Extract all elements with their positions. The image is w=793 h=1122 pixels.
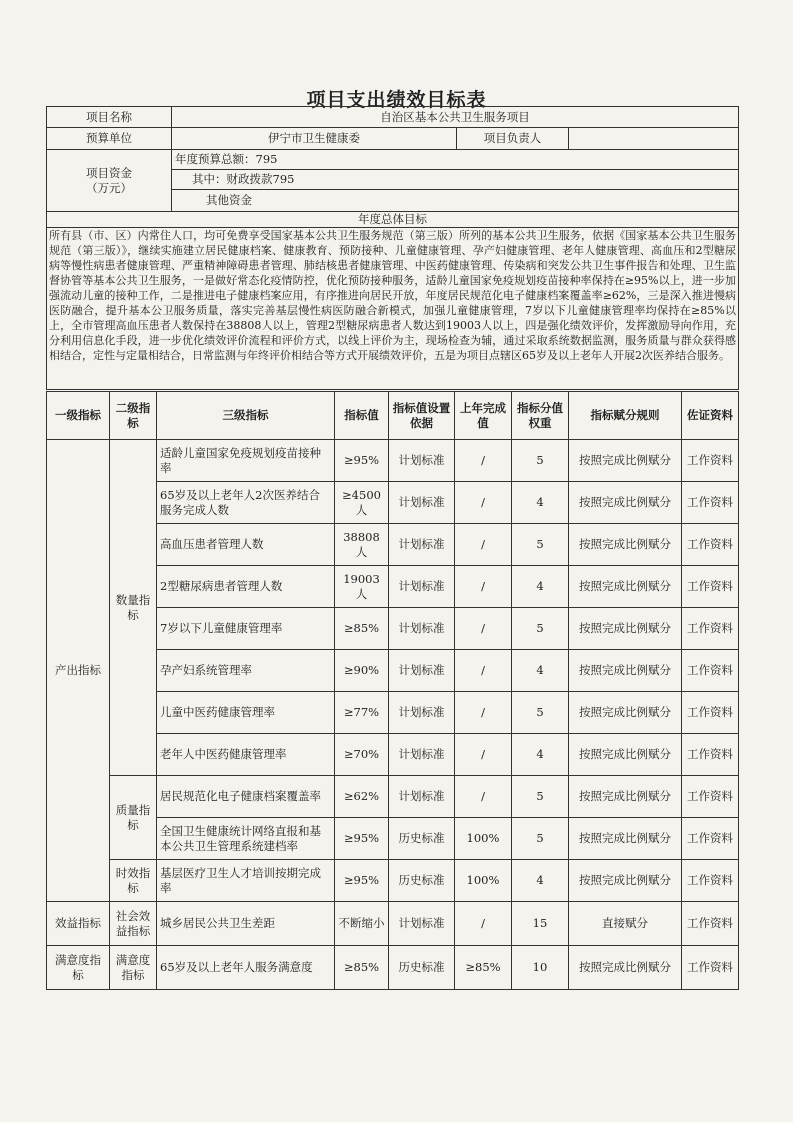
row-last-year: 100%: [455, 860, 512, 902]
row-rule: 按照完成比例赋分: [569, 524, 682, 566]
row-value: ≥62%: [335, 776, 389, 818]
budget-unit-value: 伊宁市卫生健康委: [172, 128, 457, 150]
row-last-year: /: [455, 902, 512, 946]
row-value: ≥77%: [335, 692, 389, 734]
row-basis: 历史标准: [389, 860, 455, 902]
annual-budget: 年度预算总额：795: [172, 150, 739, 170]
row-evidence: 工作资料: [682, 440, 739, 482]
row-evidence: 工作资料: [682, 902, 739, 946]
row-name: 适龄儿童国家免疫规划疫苗接种率: [157, 440, 335, 482]
row-evidence: 工作资料: [682, 566, 739, 608]
row-weight: 5: [512, 524, 569, 566]
row-value: ≥95%: [335, 440, 389, 482]
row-evidence: 工作资料: [682, 818, 739, 860]
row-rule: 按照完成比例赋分: [569, 776, 682, 818]
row-value: ≥85%: [335, 608, 389, 650]
level2-quantity: 数量指标: [110, 440, 157, 776]
row-value: 38808人: [335, 524, 389, 566]
row-name: 老年人中医药健康管理率: [157, 734, 335, 776]
row-rule: 按照完成比例赋分: [569, 608, 682, 650]
row-weight: 15: [512, 902, 569, 946]
funds-unit: （万元）: [86, 180, 132, 195]
row-last-year: /: [455, 482, 512, 524]
row-name: 居民规范化电子健康档案覆盖率: [157, 776, 335, 818]
row-last-year: ≥85%: [455, 946, 512, 990]
header-value: 指标值: [335, 392, 389, 440]
project-info-table: [46, 106, 739, 390]
row-name: 全国卫生健康统计网络直报和基本公共卫生管理系统建档率: [157, 818, 335, 860]
row-basis: 历史标准: [389, 818, 455, 860]
project-name-value: 自治区基本公共卫生服务项目: [172, 107, 739, 128]
row-last-year: /: [455, 776, 512, 818]
row-weight: 4: [512, 482, 569, 524]
table-row: [47, 902, 739, 946]
row-weight: 5: [512, 440, 569, 482]
row-evidence: 工作资料: [682, 860, 739, 902]
row-weight: 5: [512, 692, 569, 734]
row-name: 65岁及以上老年人服务满意度: [157, 946, 335, 990]
level2-social: 社会效益指标: [110, 902, 157, 946]
leader-label: 项目负责人: [457, 128, 569, 150]
fiscal-funds: 其中：财政拨款795: [172, 170, 739, 190]
row-weight: 4: [512, 566, 569, 608]
row-rule: 按照完成比例赋分: [569, 650, 682, 692]
row-evidence: 工作资料: [682, 650, 739, 692]
row-rule: 按照完成比例赋分: [569, 818, 682, 860]
row-weight: 5: [512, 776, 569, 818]
level1-satisfaction: 满意度指标: [47, 946, 110, 990]
row-evidence: 工作资料: [682, 608, 739, 650]
row-evidence: 工作资料: [682, 776, 739, 818]
header-last-year: 上年完成值: [455, 392, 512, 440]
leader-value: [569, 128, 739, 150]
row-name: 基层医疗卫生人才培训按期完成率: [157, 860, 335, 902]
table-row: [47, 946, 739, 990]
row-value: ≥85%: [335, 946, 389, 990]
row-basis: 计划标准: [389, 482, 455, 524]
row-basis: 计划标准: [389, 776, 455, 818]
row-value: ≥4500人: [335, 482, 389, 524]
row-basis: 计划标准: [389, 692, 455, 734]
level1-output: 产出指标: [47, 440, 110, 902]
level2-satisfaction: 满意度指标: [110, 946, 157, 990]
project-name-label: 项目名称: [47, 107, 172, 128]
funds-label: 项目资金: [86, 165, 132, 180]
row-weight: 5: [512, 818, 569, 860]
row-rule: 按照完成比例赋分: [569, 860, 682, 902]
row-basis: 计划标准: [389, 566, 455, 608]
row-name: 高血压患者管理人数: [157, 524, 335, 566]
row-rule: 按照完成比例赋分: [569, 482, 682, 524]
row-basis: 计划标准: [389, 524, 455, 566]
budget-unit-label: 预算单位: [47, 128, 172, 150]
row-evidence: 工作资料: [682, 482, 739, 524]
annual-goal-text: 所有县（市、区）内常住人口，均可免费享受国家基本公共卫生服务规范（第三版）所列的基本公共卫生服务，依据《国家基本公共卫生服务规范（第三版）》，继续实施建立居民健康档案、健康教育、预防接种、儿童健康管理、孕产妇健康管理、老年人健康管理、高血压和2型糖尿病等慢性病患者健康管理、严重精神障碍患者管理、肺结核患者健康管理、中医药健康管理、传染病和突发公共卫生事件报告和处理、卫生监督协管等基本公共卫生服务，一是做好常态化疫情防控，优化预防接种服务，适龄儿童国家免疫规划疫苗接种率保持在≥95%以上，进一步加强流动儿童的接种工作，二是推进电子健康档案应用，有序推进向居民开放，年度居民规范化电子健康档案覆盖率≥62%，三是深入推进慢病医防融合，提升基本公卫服务质量，落实完善基层慢性病医防融合新模式，加强儿童健康管理，7岁以下儿童健康管理率均保持在≥85%以上，全市管理高血压患者人数保持在38808人以上，管理2型糖尿病患者人数达到19003人以上，四是强化绩效评价，发挥激励导向作用，充分利用信息化手段，进一步优化绩效评价流程和评价方式，以线上评价为主，现场检查为辅，通过采取系统数据监测，服务质量与群众获得感相结合，定性与定量相结合，日常监测与年终评价相结合等方式开展绩效评价，五是为项目点辖区65岁及以上老年人开展2次医养结合服务。: [47, 227, 739, 389]
annual-goal-header: 年度总体目标: [47, 212, 739, 228]
indicator-table: [46, 391, 739, 990]
row-rule: 按照完成比例赋分: [569, 692, 682, 734]
header-evidence: 佐证资料: [682, 392, 739, 440]
other-funds-label: 其他资金: [172, 190, 739, 212]
row-basis: 计划标准: [389, 734, 455, 776]
row-name: 城乡居民公共卫生差距: [157, 902, 335, 946]
level1-benefit: 效益指标: [47, 902, 110, 946]
row-name: 7岁以下儿童健康管理率: [157, 608, 335, 650]
document-title: 项目支出绩效目标表: [306, 89, 487, 111]
row-weight: 10: [512, 946, 569, 990]
table-row: [47, 860, 739, 902]
row-name: 儿童中医药健康管理率: [157, 692, 335, 734]
row-last-year: /: [455, 524, 512, 566]
row-basis: 历史标准: [389, 946, 455, 990]
row-basis: 计划标准: [389, 902, 455, 946]
row-value: ≥95%: [335, 860, 389, 902]
level2-quality: 质量指标: [110, 776, 157, 860]
row-evidence: 工作资料: [682, 734, 739, 776]
row-rule: 直接赋分: [569, 902, 682, 946]
row-rule: 按照完成比例赋分: [569, 440, 682, 482]
table-row: [47, 776, 739, 818]
row-weight: 4: [512, 860, 569, 902]
row-value: ≥95%: [335, 818, 389, 860]
row-value: 19003人: [335, 566, 389, 608]
row-weight: 5: [512, 608, 569, 650]
row-weight: 4: [512, 650, 569, 692]
row-name: 65岁及以上老年人2次医养结合服务完成人数: [157, 482, 335, 524]
row-weight: 4: [512, 734, 569, 776]
row-last-year: /: [455, 650, 512, 692]
row-value: ≥90%: [335, 650, 389, 692]
row-last-year: /: [455, 440, 512, 482]
header-basis: 指标值设置依据: [389, 392, 455, 440]
row-last-year: /: [455, 566, 512, 608]
indicator-header-row: [47, 392, 739, 440]
row-rule: 按照完成比例赋分: [569, 734, 682, 776]
funds-label-cell: [47, 150, 172, 212]
header-level2: 二级指标: [110, 392, 157, 440]
row-basis: 计划标准: [389, 650, 455, 692]
row-evidence: 工作资料: [682, 692, 739, 734]
row-last-year: 100%: [455, 818, 512, 860]
header-rule: 指标赋分规则: [569, 392, 682, 440]
table-row: [47, 440, 739, 482]
row-name: 2型糖尿病患者管理人数: [157, 566, 335, 608]
row-rule: 按照完成比例赋分: [569, 566, 682, 608]
row-last-year: /: [455, 608, 512, 650]
row-evidence: 工作资料: [682, 946, 739, 990]
row-name: 孕产妇系统管理率: [157, 650, 335, 692]
row-value: ≥70%: [335, 734, 389, 776]
row-rule: 按照完成比例赋分: [569, 946, 682, 990]
row-value: 不断缩小: [335, 902, 389, 946]
row-evidence: 工作资料: [682, 524, 739, 566]
header-level3: 三级指标: [157, 392, 335, 440]
level2-timeliness: 时效指标: [110, 860, 157, 902]
header-weight: 指标分值权重: [512, 392, 569, 440]
row-last-year: /: [455, 692, 512, 734]
row-last-year: /: [455, 734, 512, 776]
row-basis: 计划标准: [389, 608, 455, 650]
row-basis: 计划标准: [389, 440, 455, 482]
header-level1: 一级指标: [47, 392, 110, 440]
